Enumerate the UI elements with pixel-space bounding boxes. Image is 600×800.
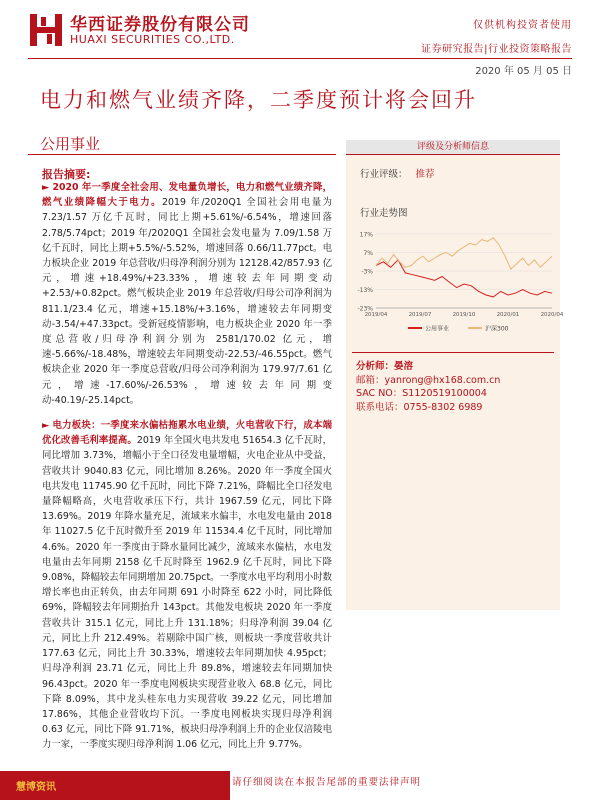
x-tick-label: 2019/04 <box>364 312 388 318</box>
analyst-row <box>356 360 500 374</box>
paragraph-text: 2019 年/2020Q1 全国社会用电量为 7.23/1.57 万亿千瓦时，同比上期+5.61%/-6.54%，增速回落 2.78/5.74pct；2019 年/2020Q1 全国社会发电量为 7.09/1.58 万亿千瓦时，同比上期+5.5%/-5.52%，增速回落 0.66/11.77pct。电力板块企业 2019 年总营收/归母净利润分别为 12128.42/857.93 亿元，增速+18.49%/+23.33%，增速较去年同期变动+2.53/+0.82pct。燃气板块企业 2019 年总营收/归母公司净利润为 811.1/23.4 亿元，增速+15.18%/+3.16%，增速较去年同期变动-3.54/+47.33pct。受新冠疫情影响，电力板块企业 2020 年一季度总营收/归母净利润分别为 2581/170.02 亿元，增速-5.66%/-18.48%，增速较去年同期变动-22.53/-46.55pct。燃气板块企业 2020 年一季度总营收/归母公司净利润为 179.97/7.61 亿元，增速-17.60%/-26.53%，增速较去年同期变动-40.19/-25.14pct。 <box>42 197 332 406</box>
sidebar-divider <box>352 352 554 353</box>
analyst-sac: SAC NO：S1120519100004 <box>356 388 487 399</box>
y-tick-label: 7% <box>363 250 373 257</box>
analyst-label: 分析师： <box>356 361 395 372</box>
brand-name-cn: 华西证券股份有限公司 <box>70 15 250 35</box>
industry-rating <box>360 166 435 180</box>
y-tick-label: -23% <box>357 305 373 313</box>
sector-name: 公用事业 <box>40 135 101 153</box>
y-tick-label: -3% <box>361 268 373 276</box>
series-line <box>376 260 552 297</box>
legal-notice: 请仔细阅读在本报告尾部的重要法律声明 <box>232 777 422 788</box>
y-tick-label: -13% <box>357 287 373 294</box>
sidebar-header: 评级及分析师信息 <box>346 140 560 155</box>
x-tick-label: 2019/07 <box>408 312 432 318</box>
analyst-email: 邮箱：yanrong@hx168.com.cn <box>356 374 501 386</box>
paragraph-text: 2019 年全国火电共发电 51654.3 亿千瓦时，同比增加 3.73%，增幅小于全口径发电量增幅，火电企业从中受益，营收共计 9040.83 亿元，同比增加 8.26%。2020 年一季度全国火电共发电 11745.90 亿千瓦时，同比下降 7.21%，降幅比全口径发电量降幅略高，火电营收承压下行，共计 1967.59 亿元，同比下降 13.69%。2019 年降水量充足，流域来水偏丰，水电发电量由 2018 年 11027.5 亿千瓦时微升至 2019 年 11534.4 亿千瓦时，同比增加 4.6%。2020 年一季度由于降水量同比减少，流域来水偏枯，水电发电量由去年同期 2158 亿千瓦时降至 1962.9 亿千瓦时，同比下降 9.08%，降幅较去年同期增加 20.75pct。一季度水电平均利用小时数增长率也由正转负，由去年同期 691 小时降至 622 小时，同比降低 69%，降幅较去年同期抬升 143pct。其他发电板块 2020 年一季度营收共计 315.1 亿元，同比上升 131.18%；归母净利润 39.04 亿元，同比上升 212.49%。若剔除中国广核，则板块一季度营收共计 177.63 亿元，同比上升 30.33%，增速较去年同期加快 4.95pct；归母净利润 23.71 亿元，同比上升 89.8%，增速较去年同期加快 96.43pct。2020 年一季度电网板块实现营业收入 68.8 亿元，同比下降 8.09%，其中龙头桂东电力实现营收 39.22 亿元，同比增加 17.86%，其他企业营收均下沉。一季度电网板块实现归母净利润 0.63 亿元，同比下降 91.71%，板块归母净利润上升的企业仅涪陵电力一家，一季度实现归母净利润 1.06 亿元，同比上升 9.77%。 <box>42 435 333 751</box>
analyst-info <box>356 360 500 414</box>
bullet-icon: ► <box>42 420 50 432</box>
abstract-heading: 报告摘要: <box>42 168 91 181</box>
bullet-icon: ► <box>42 182 50 193</box>
analyst-name: 晏溶 <box>394 361 414 372</box>
legend-label: 公用事业 <box>425 325 450 333</box>
paragraph-highlight: 2020 年一季度全社会用、发电量负增长，电力和燃气业绩齐降，燃气业绩降幅大于电力。 <box>42 182 333 209</box>
x-tick-label: 2020/01 <box>496 312 520 318</box>
paragraph-highlight: 电力板块：一季度来水偏枯拖累水电业绩，火电营收下行，成本端优化改善毛利率提高。 <box>42 420 332 447</box>
trend-chart-title: 行业走势图 <box>360 208 408 219</box>
brand-name-en: HUAXI SECURITIES CO.,LTD. <box>70 33 235 46</box>
legend-label: 沪深300 <box>485 325 509 333</box>
industry-trend-chart <box>346 228 564 340</box>
report-type: 证券研究报告|行业投资策略报告 <box>421 44 572 55</box>
y-tick-label: 17% <box>359 231 373 239</box>
usage-note: 仅供机构投资者使用 <box>473 20 572 31</box>
x-tick-label: 2019/10 <box>452 312 476 318</box>
abstract-paragraph <box>42 418 332 752</box>
analyst-phone: 联系电话：0755-8302 6989 <box>356 401 483 413</box>
header-divider <box>28 58 572 59</box>
abstract-paragraph <box>42 180 332 408</box>
report-date: 2020 年 05 月 05 日 <box>475 66 572 77</box>
series-line <box>376 238 552 269</box>
footer-watermark: 慧博资讯 <box>16 782 56 793</box>
report-title: 电力和燃气业绩齐降，二季度预计将会回升 <box>40 88 477 112</box>
x-tick-label: 2020/04 <box>540 312 564 318</box>
sector-divider <box>28 154 336 155</box>
rating-label: 行业评级： <box>360 169 408 180</box>
company-logo <box>28 12 64 48</box>
rating-value: 推荐 <box>415 169 435 180</box>
abstract-body <box>42 180 332 753</box>
